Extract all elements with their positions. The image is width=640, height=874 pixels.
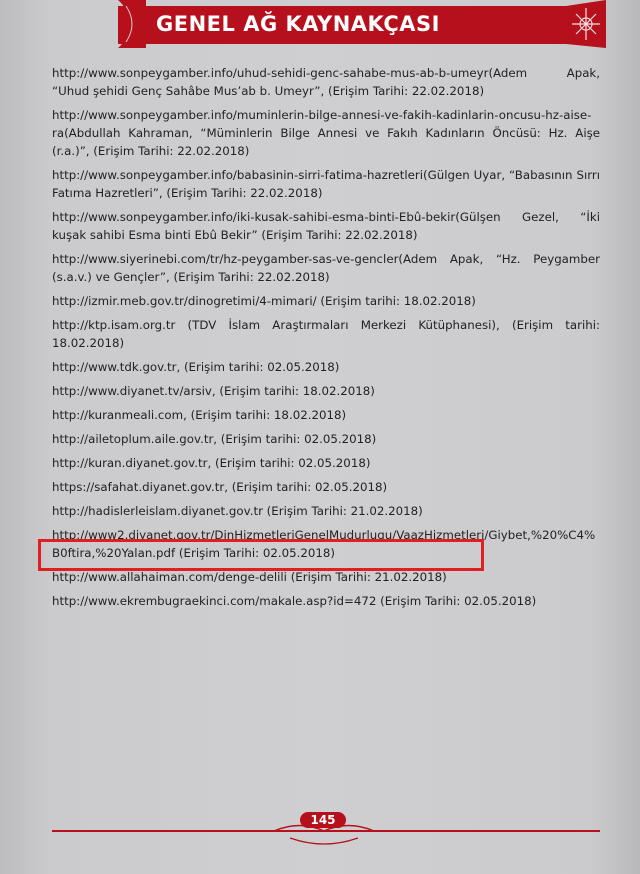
page-title: GENEL AĞ KAYNAKÇASI [156, 12, 440, 36]
reference-entry: http://www.ekrembugraekinci.com/makale.asp?id=472 (Erişim Tarihi: 02.05.2018) [52, 594, 537, 608]
reference-entry: https://safahat.diyanet.gov.tr, (Erişim tarihi: 02.05.2018) [52, 480, 388, 494]
reference-entry: http://www.siyerinebi.com/tr/hz-peygamber-sas-ve-gencler(Adem Apak, “Hz. Peygamber (s.a.v.) ve Gençler”, (Erişim Tarihi: 22.02.2018) [52, 252, 600, 284]
reference-list [52, 64, 600, 616]
reference-entry: http://ailetoplum.aile.gov.tr, (Erişim tarihi: 02.05.2018) [52, 432, 377, 446]
reference-entry: http://www.sonpeygamber.info/babasinin-sirri-fatima-hazretleri(Gülgen Uyar, “Babasının Sırrı Fatıma Hazretleri”, (Erişim Tarihi: 22.02.2018) [52, 168, 600, 200]
reference-entry: http://kuranmeali.com, (Erişim tarihi: 18.02.2018) [52, 408, 347, 422]
ornament-right-icon [566, 0, 606, 48]
ornament-left-icon [112, 0, 148, 48]
reference-entry: http://www.tdk.gov.tr, (Erişim tarihi: 02.05.2018) [52, 360, 340, 374]
reference-entry: http://ktp.isam.org.tr (TDV İslam Araştırmaları Merkezi Kütüphanesi), (Erişim tarihi: 18.02.2018) [52, 318, 600, 350]
reference-entry-highlighted: http://www.allahaiman.com/denge-delili (Erişim Tarihi: 21.02.2018) [52, 570, 447, 584]
reference-entry: http://izmir.meb.gov.tr/dinogretimi/4-mimari/ (Erişim tarihi: 18.02.2018) [52, 294, 476, 308]
reference-entry: http://hadislerleislam.diyanet.gov.tr (Erişim Tarihi: 21.02.2018) [52, 504, 423, 518]
reference-entry: http://www.sonpeygamber.info/muminlerin-bilge-annesi-ve-fakih-kadinlarin-oncusu-hz-aise-ra(Abdullah Kahraman, “Müminlerin Bilge Annesi ve Fakıh Kadınların Öncüsü: Hz. Aişe (r.a.)”, (Erişim Tarihi: 22.02.2018) [52, 108, 600, 158]
reference-entry: http://kuran.diyanet.gov.tr, (Erişim tarihi: 02.05.2018) [52, 456, 371, 470]
reference-entry: http://www.diyanet.tv/arsiv, (Erişim tarihi: 18.02.2018) [52, 384, 375, 398]
reference-entry: http://www.sonpeygamber.info/iki-kusak-sahibi-esma-binti-Ebû-bekir(Gülşen Gezel, “İki kuşak sahibi Esma binti Ebû Bekir” (Erişim Tarihi: 22.02.2018) [52, 210, 600, 242]
page-number: 145 [310, 813, 336, 827]
header-band [0, 0, 640, 48]
reference-entry: http://www2.diyanet.gov.tr/DinHizmetleriGenelMudurlugu/VaazHizmetleri/Giybet,%20%C4%B0ftira,%20Yalan.pdf (Erişim Tarihi: 02.05.2018) [52, 528, 596, 560]
reference-entry: http://www.sonpeygamber.info/uhud-sehidi-genc-sahabe-mus-ab-b-umeyr(Adem Apak, “Uhud şehidi Genç Sahâbe Mus’ab b. Umeyr”, (Erişim Tarihi: 22.02.2018) [52, 66, 600, 98]
highlight-box [38, 539, 484, 571]
